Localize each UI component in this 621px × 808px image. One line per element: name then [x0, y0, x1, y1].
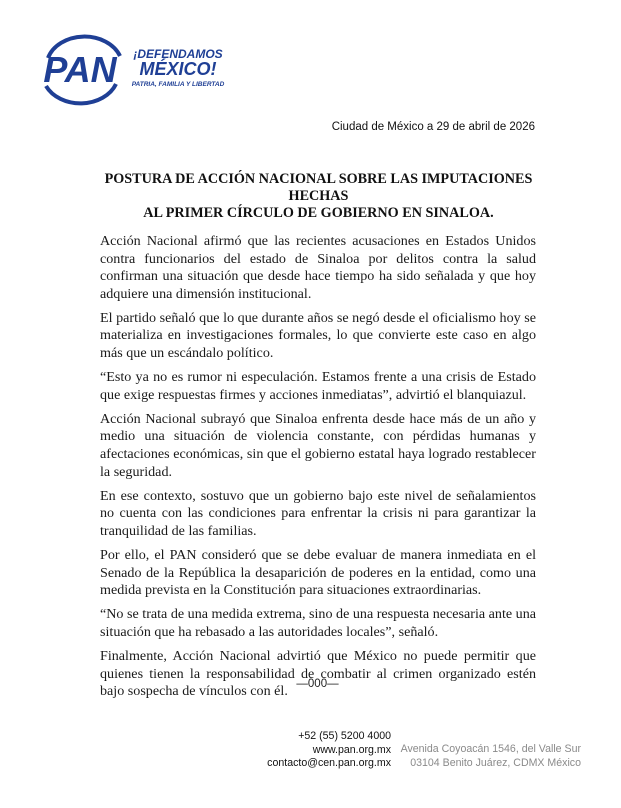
email-link[interactable]: contacto@cen.pan.org.mx [267, 757, 391, 769]
pan-logo-icon [36, 34, 128, 106]
paragraph: Finalmente, Acción Nacional advirtió que México no puede permitir que quienes tienen la responsabilidad de combatir al crimen organizado estén bajo sospecha de vínculos con él. [100, 647, 536, 700]
paragraph: Acción Nacional subrayó que Sinaloa enfrenta desde hace más de un año y medio una situación de violencia constante, con pérdidas humanas y afectaciones económicas, sin que el gobierno estatal haya logrado restablecer la seguridad. [100, 410, 536, 480]
slogan-line3: PATRIA, FAMILIA Y LIBERTAD [131, 81, 225, 88]
footer-address [401, 743, 581, 770]
date-line: Ciudad de México a 29 de abril de 2026 [331, 121, 535, 133]
slogan [131, 46, 226, 92]
paragraph: El partido señaló que lo que durante años se negó desde el oficialismo hoy se materializa en investigaciones formales, lo que convierte este caso en algo más que un escándalo político. [100, 309, 536, 362]
slogan-line2: MÉXICO! [139, 59, 217, 79]
title-line-2: AL PRIMER CÍRCULO DE GOBIERNO EN SINALOA. [143, 205, 494, 221]
svg-text:PAN: PAN [43, 49, 117, 90]
paragraph: “No se trata de una medida extrema, sino de una respuesta necesaria ante una situación que ha rebasado a las autoridades locales”, señaló. [100, 606, 536, 640]
document-body [100, 233, 536, 707]
address-line-1: Avenida Coyoacán 1546, del Valle Sur [400, 743, 581, 755]
closing-mark: —000— [296, 678, 339, 690]
address-line-2: 03104 Benito Juárez, CDMX México [410, 756, 581, 769]
paragraph: En ese contexto, sostuvo que un gobierno bajo este nivel de señalamientos no cuenta con las condiciones para enfrentar la crisis ni para garantizar la tranquilidad de las familias. [100, 487, 536, 539]
slogan-line1: ¡DEFENDAMOS [133, 47, 223, 61]
phone-number: +52 (55) 5200 4000 [298, 730, 391, 742]
pan-logo [36, 34, 128, 106]
title-line-1: POSTURA DE ACCIÓN NACIONAL SOBRE LAS IMPUTACIONES HECHAS [104, 171, 533, 204]
paragraph: Acción Nacional afirmó que las recientes acusaciones en Estados Unidos contra funcionarios del estado de Sinaloa por delitos contra la salud confirman una situación que desde hace tiempo ha sido señalada y que hoy adquiere una dimensión institucional. [100, 233, 536, 302]
website-link[interactable]: www.pan.org.mx [312, 743, 391, 756]
paragraph: “Esto ya no es rumor ni especulación. Estamos frente a una crisis de Estado que exige respuestas firmes y acciones inmediatas”, advirtió el blanquiazul. [100, 369, 536, 403]
document-title [96, 171, 541, 222]
footer-contact [267, 730, 391, 771]
paragraph: Por ello, el PAN consideró que se debe evaluar de manera inmediata en el Senado de la República la desaparición de poderes en la entidad, como una medida prevista en la Constitución para situaciones extraordinarias. [100, 547, 536, 599]
